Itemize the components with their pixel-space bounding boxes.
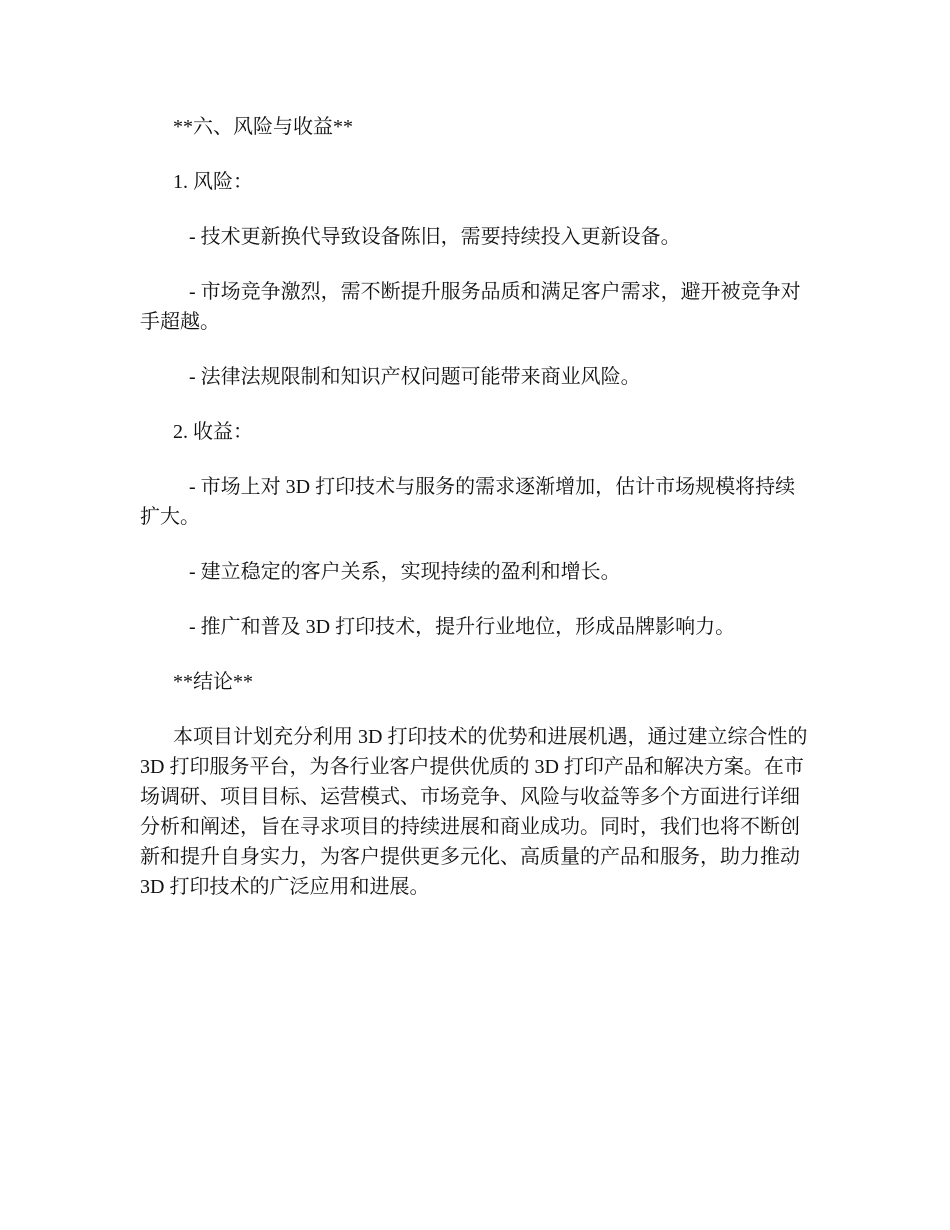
benefit-item: - 推广和普及 3D 打印技术，提升行业地位，形成品牌影响力。	[189, 616, 736, 638]
section-heading: **六、风险与收益**	[173, 116, 353, 138]
conclusion-paragraph: 本项目计划充分利用 3D 打印技术的优势和进展机遇，通过建立综合性的 3D 打印服务平台，为各行业客户提供优质的 3D 打印产品和解决方案。在市场调研、项目目标、运营模式、市场竞争、风险与收益等多个方面进行详细分析和阐述，旨在寻求项目的持续进展和商业成功。同时，我们也将不断创新和提升自身实力，为客户提供更多元化、高质量的产品和服务，助力推动 3D 打印技术的广泛应用和进展。	[140, 726, 808, 898]
benefits-label: 2. 收益：	[173, 421, 253, 443]
risk-item: - 技术更新换代导致设备陈旧，需要持续投入更新设备。	[189, 226, 681, 248]
benefit-item: - 市场上对 3D 打印技术与服务的需求逐渐增加，估计市场规模将持续扩大。	[140, 476, 796, 528]
document-body	[140, 112, 812, 927]
risks-label: 1. 风险：	[173, 171, 253, 193]
benefit-item: - 建立稳定的客户关系，实现持续的盈利和增长。	[189, 561, 621, 583]
risk-item: - 市场竞争激烈，需不断提升服务品质和满足客户需求，避开被竞争对手超越。	[140, 281, 801, 333]
risk-item: - 法律法规限制和知识产权问题可能带来商业风险。	[189, 366, 641, 388]
conclusion-heading: **结论**	[173, 671, 253, 693]
